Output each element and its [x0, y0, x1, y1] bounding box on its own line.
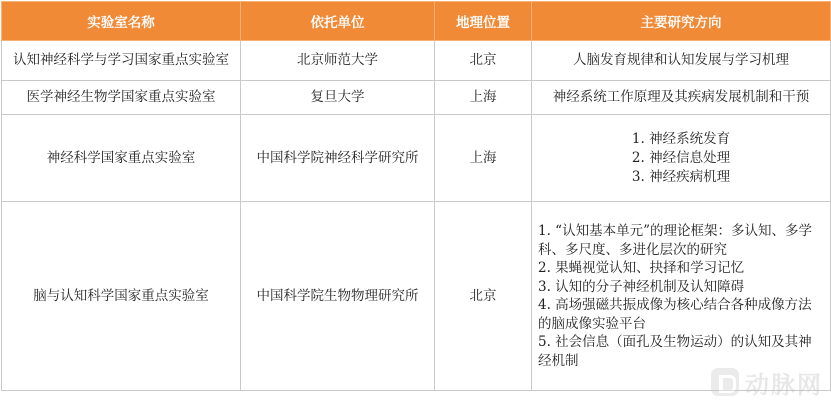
location-cell: 上海: [435, 115, 532, 202]
watermark: [711, 367, 823, 397]
direction-item: 5. 社会信息（面孔及生物运动）的认知及其神经机制: [538, 334, 812, 369]
location-cell: 北京: [435, 202, 532, 391]
location-cell: 北京: [435, 41, 532, 81]
direction-cell: [532, 81, 831, 115]
lab-name-cell: 神经科学国家重点实验室: [2, 115, 241, 202]
watermark-text: 动脉网: [745, 370, 823, 399]
header-org: 依托单位: [241, 2, 435, 41]
direction-cell: [532, 41, 831, 81]
org-cell: 中国科学院神经科学研究所: [241, 115, 435, 202]
table-row: [2, 41, 831, 81]
org-cell: 复旦大学: [241, 81, 435, 115]
direction-item: 3. 认知的分子神经机制及认知障碍: [538, 278, 745, 295]
direction-item: 4. 高场强磁共振成像为核心结合各种成像方法的脑成像实验平台: [538, 297, 812, 332]
direction-cell: [532, 202, 831, 391]
direction-item: 3. 神经疾病机理: [631, 168, 731, 185]
table-row: [2, 115, 831, 202]
direction-item: 人脑发育规律和认知发展与学习机理: [573, 52, 789, 68]
direction-item: 1. 神经系统发育: [631, 130, 731, 147]
header-row: [2, 2, 831, 41]
direction-item: 2. 神经信息处理: [631, 149, 731, 166]
lab-name-cell: 脑与认知科学国家重点实验室: [2, 202, 241, 391]
labs-table: [1, 1, 831, 391]
header-location: 地理位置: [435, 2, 532, 41]
lab-name-cell: 认知神经科学与学习国家重点实验室: [2, 41, 241, 81]
direction-cell: [532, 115, 831, 202]
table-row: [2, 202, 831, 391]
direction-item: 1. “认知基本单元”的理论框架：多认知、多学科、多尺度、多进化层次的研究: [538, 223, 812, 258]
org-cell: 北京师范大学: [241, 41, 435, 81]
header-lab-name: 实验室名称: [2, 2, 241, 41]
direction-list: [632, 130, 730, 187]
header-direction: 主要研究方向: [532, 2, 831, 41]
table-row: [2, 81, 831, 115]
direction-item: 2. 果蝇视觉认知、抉择和学习记忆: [538, 260, 745, 276]
org-cell: 中国科学院生物物理研究所: [241, 202, 435, 391]
direction-item: 神经系统工作原理及其疾病发展机制和干预: [552, 89, 810, 105]
vb-logo-icon: [711, 368, 739, 396]
lab-name-cell: 医学神经生物学国家重点实验室: [2, 81, 241, 115]
direction-list: [536, 222, 826, 370]
location-cell: 上海: [435, 81, 532, 115]
